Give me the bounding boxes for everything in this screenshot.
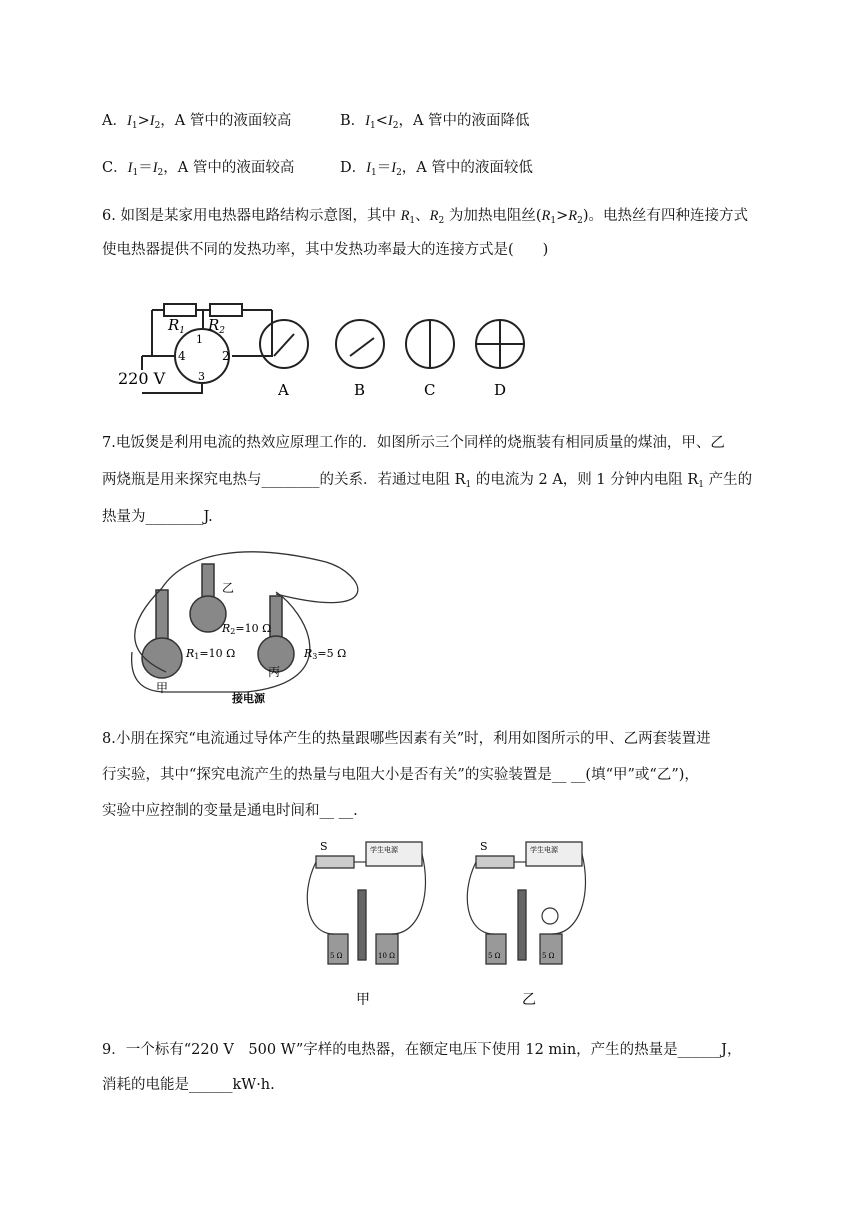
r5-label-yi-b: 5 Ω — [542, 952, 555, 960]
setup-yi-label: 乙 — [522, 992, 536, 1008]
r2-value: R2=10 Ω — [222, 622, 272, 636]
q5-option-c: C．$I_1=I_2$，A 管中的液面较高 — [102, 160, 295, 178]
option-c-label: C — [424, 381, 436, 398]
voltage-label: 220 V — [118, 369, 166, 388]
q8-apparatus-figure — [300, 834, 590, 1014]
knob-2: 2 — [222, 349, 230, 363]
q8-line-3: 实验中应控制的变量是通电时间和__ __. — [102, 803, 358, 819]
q9-line-1: 9．一个标有“220 V 500 W”字样的电热器，在额定电压下使用 12 min，产生的热量是______J， — [102, 1042, 742, 1058]
q6-line-2: 使电热器提供不同的发热功率，其中发热功率最大的连接方式是( ) — [102, 242, 549, 258]
q7-line-1: 7.电饭煲是利用电流的热效应原理工作的．如图所示三个同样的烧瓶装有相同质量的煤油，甲、乙 — [102, 435, 725, 451]
flask-jia-label: 甲 — [156, 681, 169, 695]
r5-label-jia: 5 Ω — [330, 952, 343, 960]
q5-option-a: A．$I_1>I_2$，A 管中的液面较高 — [102, 113, 292, 131]
knob-1: 1 — [196, 333, 203, 346]
option-b-label: B — [354, 381, 366, 398]
r5-label-yi-a: 5 Ω — [488, 952, 501, 960]
q9-line-2: 消耗的电能是______kW·h. — [102, 1077, 275, 1093]
setup-jia-label: 甲 — [356, 992, 370, 1008]
q6-circuit-figure — [112, 298, 542, 398]
q6-line-1: 6. 如图是某家用电热器电路结构示意图，其中 $R_1$、$R_2$ 为加热电阻丝$(R_1>R_2)$。电热丝有四种连接方式 — [102, 208, 749, 226]
knob-4: 4 — [178, 349, 186, 363]
option-a-label: A — [278, 381, 289, 398]
q7-line-2: 两烧瓶是用来探究电热与________的关系．若通过电阻 $R_1$ 的电流为 2 A，则 1 分钟内电阻 $R_1$ 产生的 — [102, 472, 753, 490]
switch-label-yi: S — [480, 840, 488, 853]
q5-option-d: D．$I_1=I_2$，A 管中的液面较低 — [340, 160, 533, 178]
flask-yi-label: 乙 — [222, 581, 235, 595]
switch-label-jia: S — [320, 840, 328, 853]
r10-label-jia: 10 Ω — [378, 952, 395, 960]
r1-label: $R_1$ — [168, 316, 186, 336]
q7-flasks-figure — [126, 542, 386, 710]
supply-label-yi: 学生电源 — [530, 846, 558, 854]
flask-bing-label: 丙 — [268, 665, 281, 679]
r3-value: R3=5 Ω — [304, 647, 347, 661]
q8-line-2: 行实验，其中“探究电流产生的热量与电阻大小是否有关”的实验装置是__ __(填“甲”或“乙”)， — [102, 767, 699, 783]
option-d-label: D — [494, 381, 507, 398]
q5-option-b: B．$I_1<I_2$，A 管中的液面降低 — [340, 113, 530, 131]
q8-line-1: 8.小朋在探究“电流通过导体产生的热量跟哪些因素有关”时，利用如图所示的甲、乙两套装置进 — [102, 731, 711, 747]
power-source-label: 接电源 — [232, 692, 265, 705]
r2-label: $R_2$ — [208, 316, 226, 336]
knob-3: 3 — [198, 370, 205, 383]
q7-line-3: 热量为________J. — [102, 509, 213, 525]
r1-value: R1=10 Ω — [186, 647, 236, 661]
supply-label-jia: 学生电源 — [370, 846, 398, 854]
